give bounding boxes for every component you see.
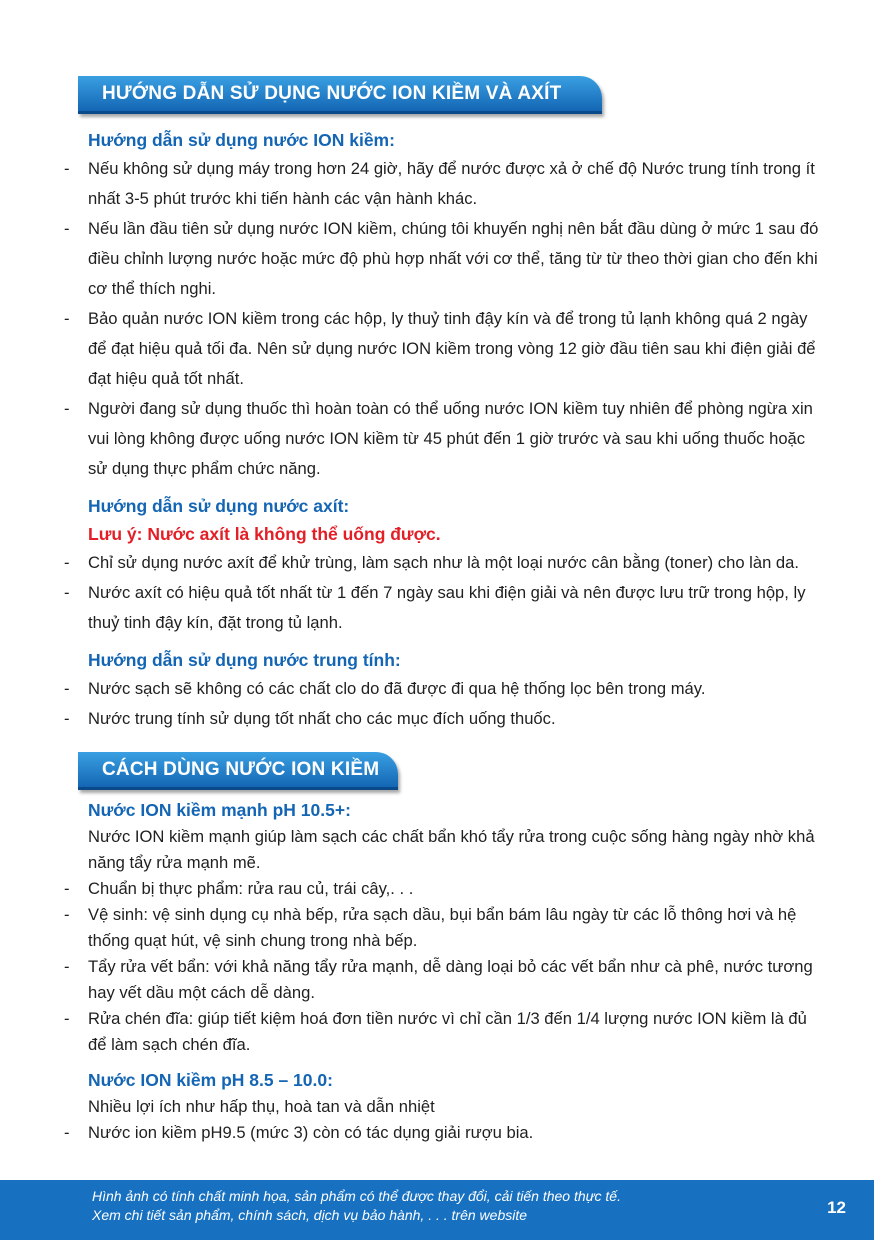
list-item-text: Nếu lần đầu tiên sử dụng nước ION kiềm, chúng tôi khuyến nghị nên bắt đầu dùng ở mức 1 sau đó điều chỉnh lượng nước hoặc mức độ phù hợp nhất với cơ thể, tăng từ từ theo thời gian cho đến khi cơ thể thích nghi.	[88, 219, 819, 298]
bullet-dash: -	[64, 1009, 70, 1028]
section-title: CÁCH DÙNG NƯỚC ION KIỀM	[102, 758, 380, 780]
alkaline-uses-content	[60, 796, 820, 1146]
bullet-dash: -	[64, 1123, 70, 1142]
list-item	[60, 1120, 820, 1146]
neutral-heading: Hướng dẫn sử dụng nước trung tính:	[88, 650, 401, 670]
bullet-dash: -	[64, 879, 70, 898]
strong-alkaline-intro: Nước ION kiềm mạnh giúp làm sạch các chất bẩn khó tẩy rửa trong cuộc sống hàng ngày nhờ khả năng tẩy rửa mạnh mẽ.	[88, 827, 815, 872]
list-item	[60, 1006, 820, 1058]
footer-note-line-2: Xem chi tiết sản phẩm, chính sách, dịch vụ bảo hành, . . . trên website	[92, 1207, 528, 1223]
list-item-text: Người đang sử dụng thuốc thì hoàn toàn có thể uống nước ION kiềm tuy nhiên để phòng ngừa xin vui lòng không được uống nước ION kiềm từ 45 phút đến 1 giờ trước và sau khi uống thuốc hoặc sử dụng thực phẩm chức năng.	[88, 399, 813, 478]
list-item	[60, 154, 820, 214]
list-item-text: Nước axít có hiệu quả tốt nhất từ 1 đến 7 ngày sau khi điện giải và nên được lưu trữ trong hộp, ly thuỷ tinh đậy kín, đặt trong tủ lạnh.	[88, 583, 806, 632]
list-item	[60, 214, 820, 304]
bullet-dash: -	[64, 957, 70, 976]
bullet-dash: -	[64, 219, 70, 238]
mild-alkaline-intro: Nhiều lợi ích như hấp thụ, hoà tan và dẫn nhiệt	[88, 1097, 435, 1116]
alkaline-heading: Hướng dẫn sử dụng nước ION kiềm:	[88, 130, 395, 150]
list-item	[60, 394, 820, 484]
page-footer	[0, 1180, 874, 1240]
strong-alkaline-heading: Nước ION kiềm mạnh pH 10.5+:	[88, 800, 351, 820]
bullet-dash: -	[64, 309, 70, 328]
list-item	[60, 304, 820, 394]
bullet-dash: -	[64, 159, 70, 178]
list-item-text: Bảo quản nước ION kiềm trong các hộp, ly thuỷ tinh đậy kín và để trong tủ lạnh không quá 2 ngày để đạt hiệu quả tối đa. Nên sử dụng nước ION kiềm trong vòng 12 giờ đầu tiên sau khi điện giải để đạt hiệu quả tốt nhất.	[88, 309, 816, 388]
list-item	[60, 876, 820, 902]
list-item-text: Vệ sinh: vệ sinh dụng cụ nhà bếp, rửa sạch dầu, bụi bẩn bám lâu ngày từ các lỗ thông hơi và hệ thống quạt hút, vệ sinh chung trong nhà bếp.	[88, 905, 797, 950]
section-banner-alkaline-uses	[78, 752, 398, 790]
bullet-dash: -	[64, 553, 70, 572]
list-item	[60, 548, 820, 578]
bullet-dash: -	[64, 679, 70, 698]
section-banner-usage-guide	[78, 76, 602, 114]
list-item-text: Nước ion kiềm pH9.5 (mức 3) còn có tác dụng giải rượu bia.	[88, 1123, 534, 1142]
list-item-text: Rửa chén đĩa: giúp tiết kiệm hoá đơn tiền nước vì chỉ cần 1/3 đến 1/4 lượng nước ION kiềm là đủ để làm sạch chén đĩa.	[88, 1009, 807, 1054]
bullet-dash: -	[64, 399, 70, 418]
usage-guide-content	[60, 126, 820, 734]
list-item	[60, 578, 820, 638]
section-title: HƯỚNG DẪN SỬ DỤNG NƯỚC ION KIỀM VÀ AXÍT	[102, 82, 562, 104]
page-number: 12	[827, 1198, 846, 1217]
footer-note-line-1: Hình ảnh có tính chất minh họa, sản phẩm có thể được thay đổi, cải tiến theo thực tế.	[92, 1188, 621, 1204]
list-item-text: Nếu không sử dụng máy trong hơn 24 giờ, hãy để nước được xả ở chế độ Nước trung tính trong ít nhất 3-5 phút trước khi tiến hành các vận hành khác.	[88, 159, 815, 208]
list-item	[60, 902, 820, 954]
acid-heading: Hướng dẫn sử dụng nước axít:	[88, 496, 350, 516]
mild-alkaline-heading: Nước ION kiềm pH 8.5 – 10.0:	[88, 1070, 333, 1090]
list-item-text: Chỉ sử dụng nước axít để khử trùng, làm sạch như là một loại nước cân bằng (toner) cho làn da.	[88, 553, 799, 572]
list-item	[60, 954, 820, 1006]
list-item	[60, 674, 820, 704]
list-item-text: Nước sạch sẽ không có các chất clo do đã được đi qua hệ thống lọc bên trong máy.	[88, 679, 706, 698]
list-item-text: Nước trung tính sử dụng tốt nhất cho các mục đích uống thuốc.	[88, 709, 556, 728]
list-item-text: Tẩy rửa vết bẩn: với khả năng tẩy rửa mạnh, dễ dàng loại bỏ các vết bẩn như cà phê, nước tương hay vết dầu một cách dễ dàng.	[88, 957, 813, 1002]
bullet-dash: -	[64, 709, 70, 728]
footer-disclaimer	[92, 1187, 621, 1225]
acid-warning: Lưu ý: Nước axít là không thể uống được.	[88, 524, 441, 544]
bullet-dash: -	[64, 905, 70, 924]
list-item-text: Chuẩn bị thực phẩm: rửa rau củ, trái cây,. . .	[88, 879, 414, 898]
bullet-dash: -	[64, 583, 70, 602]
list-item	[60, 704, 820, 734]
